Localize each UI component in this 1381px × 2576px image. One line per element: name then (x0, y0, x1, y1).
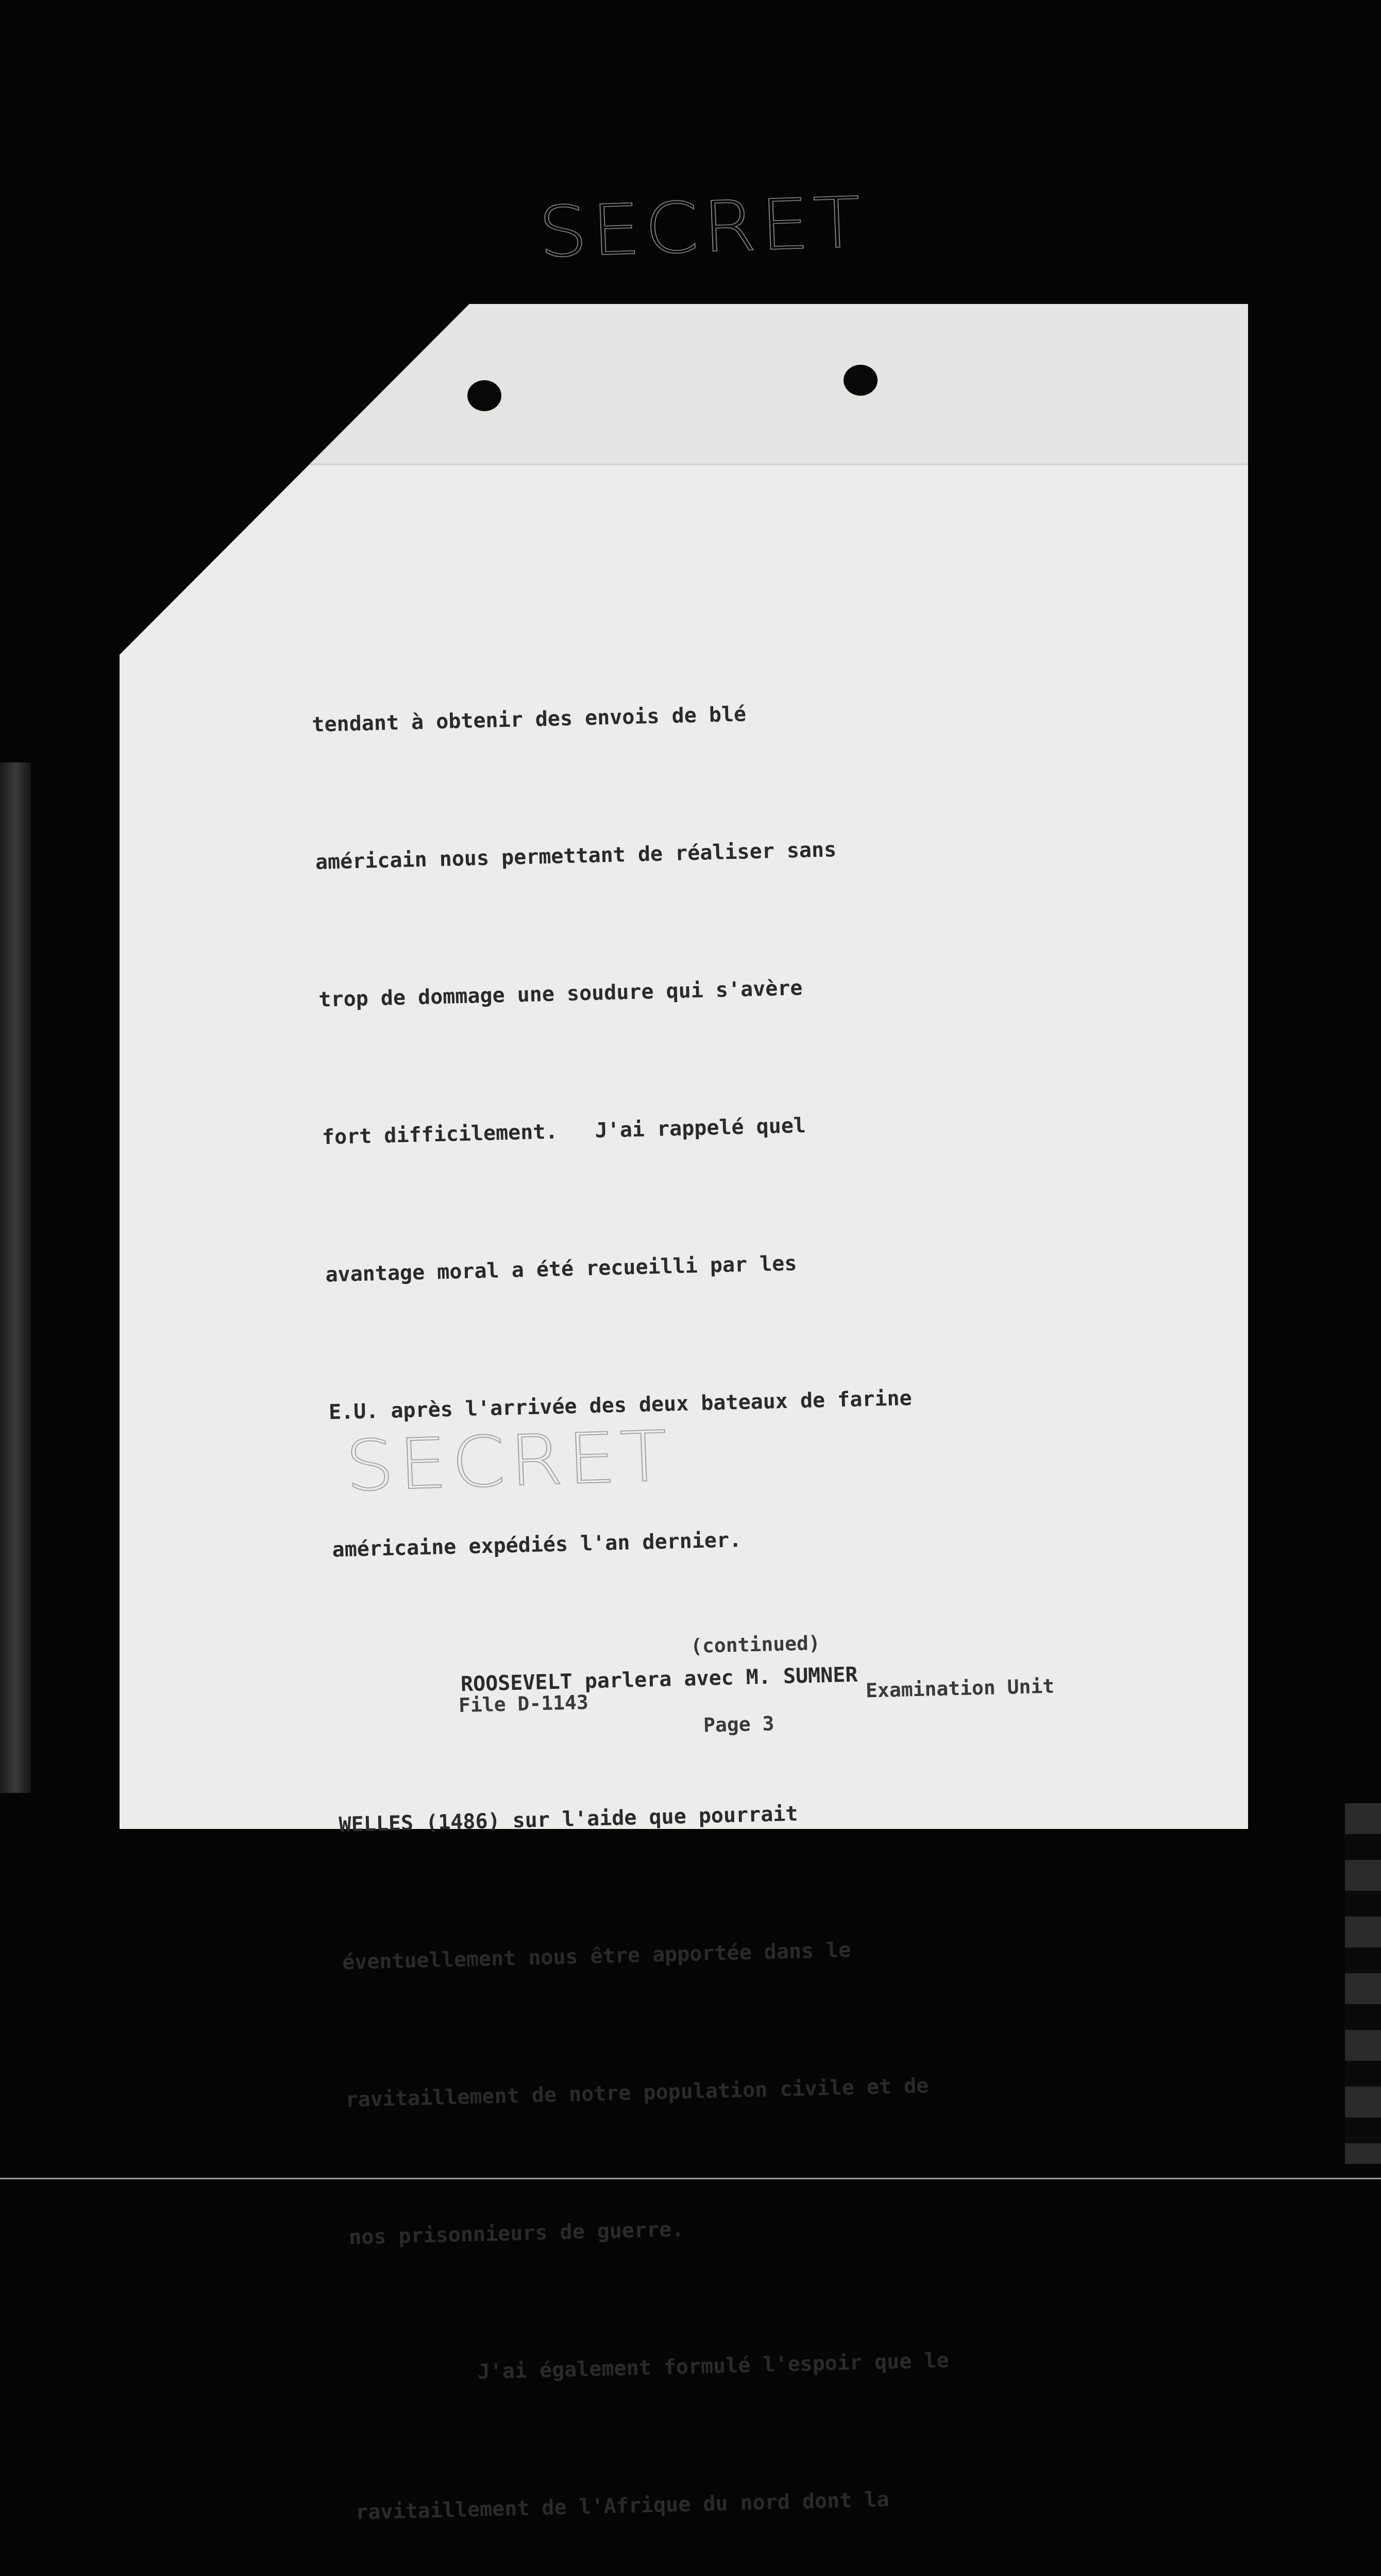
body-line: ravitaillement de notre population civile et de (345, 2074, 929, 2112)
page-number: Page 3 (703, 1712, 774, 1737)
body-line: américaine expédiés l'an dernier. (332, 1528, 742, 1562)
body-line: nos prisonnieurs de guerre. (348, 2217, 684, 2250)
body-line: tendant à obtenir des envois de blé (311, 702, 747, 737)
film-strip-right (1345, 1803, 1381, 2164)
body-line: fort difficilement. J'ai rappelé quel (322, 1113, 806, 1149)
examination-unit: Examination Unit (865, 1674, 1055, 1702)
body-line: avantage moral a été recueilli par les (325, 1251, 797, 1287)
secret-stamp-bottom: SECRET (343, 1416, 673, 1507)
body-line: ravitaillement de l'Afrique du nord dont la (355, 2487, 890, 2524)
film-strip-left (0, 762, 31, 1793)
punch-hole-left (467, 380, 501, 411)
body-line: WELLES (1486) sur l'aide que pourrait (339, 1802, 798, 1837)
continued-note: (continued) (690, 1631, 821, 1658)
punch-hole-right (844, 365, 878, 396)
paper-header-band (120, 304, 1248, 464)
body-line: trop de dommage une soudure qui s'avère (318, 976, 803, 1012)
typed-body (309, 589, 1260, 2576)
body-line: américain nous permettant de réaliser sans (315, 838, 837, 874)
fold-line (120, 464, 1248, 465)
body-line: E.U. après l'arrivée des deux bateaux de farine (328, 1386, 913, 1425)
body-line: J'ai également formulé l'espoir que le (477, 2348, 950, 2384)
body-line: éventuellement nous être apportée dans le (342, 1938, 851, 1975)
file-number: File D-1143 (458, 1690, 589, 1717)
secret-stamp-top: SECRET (536, 182, 867, 274)
body-line: ROOSEVELT parlera avec M. SUMNER (460, 1663, 858, 1697)
